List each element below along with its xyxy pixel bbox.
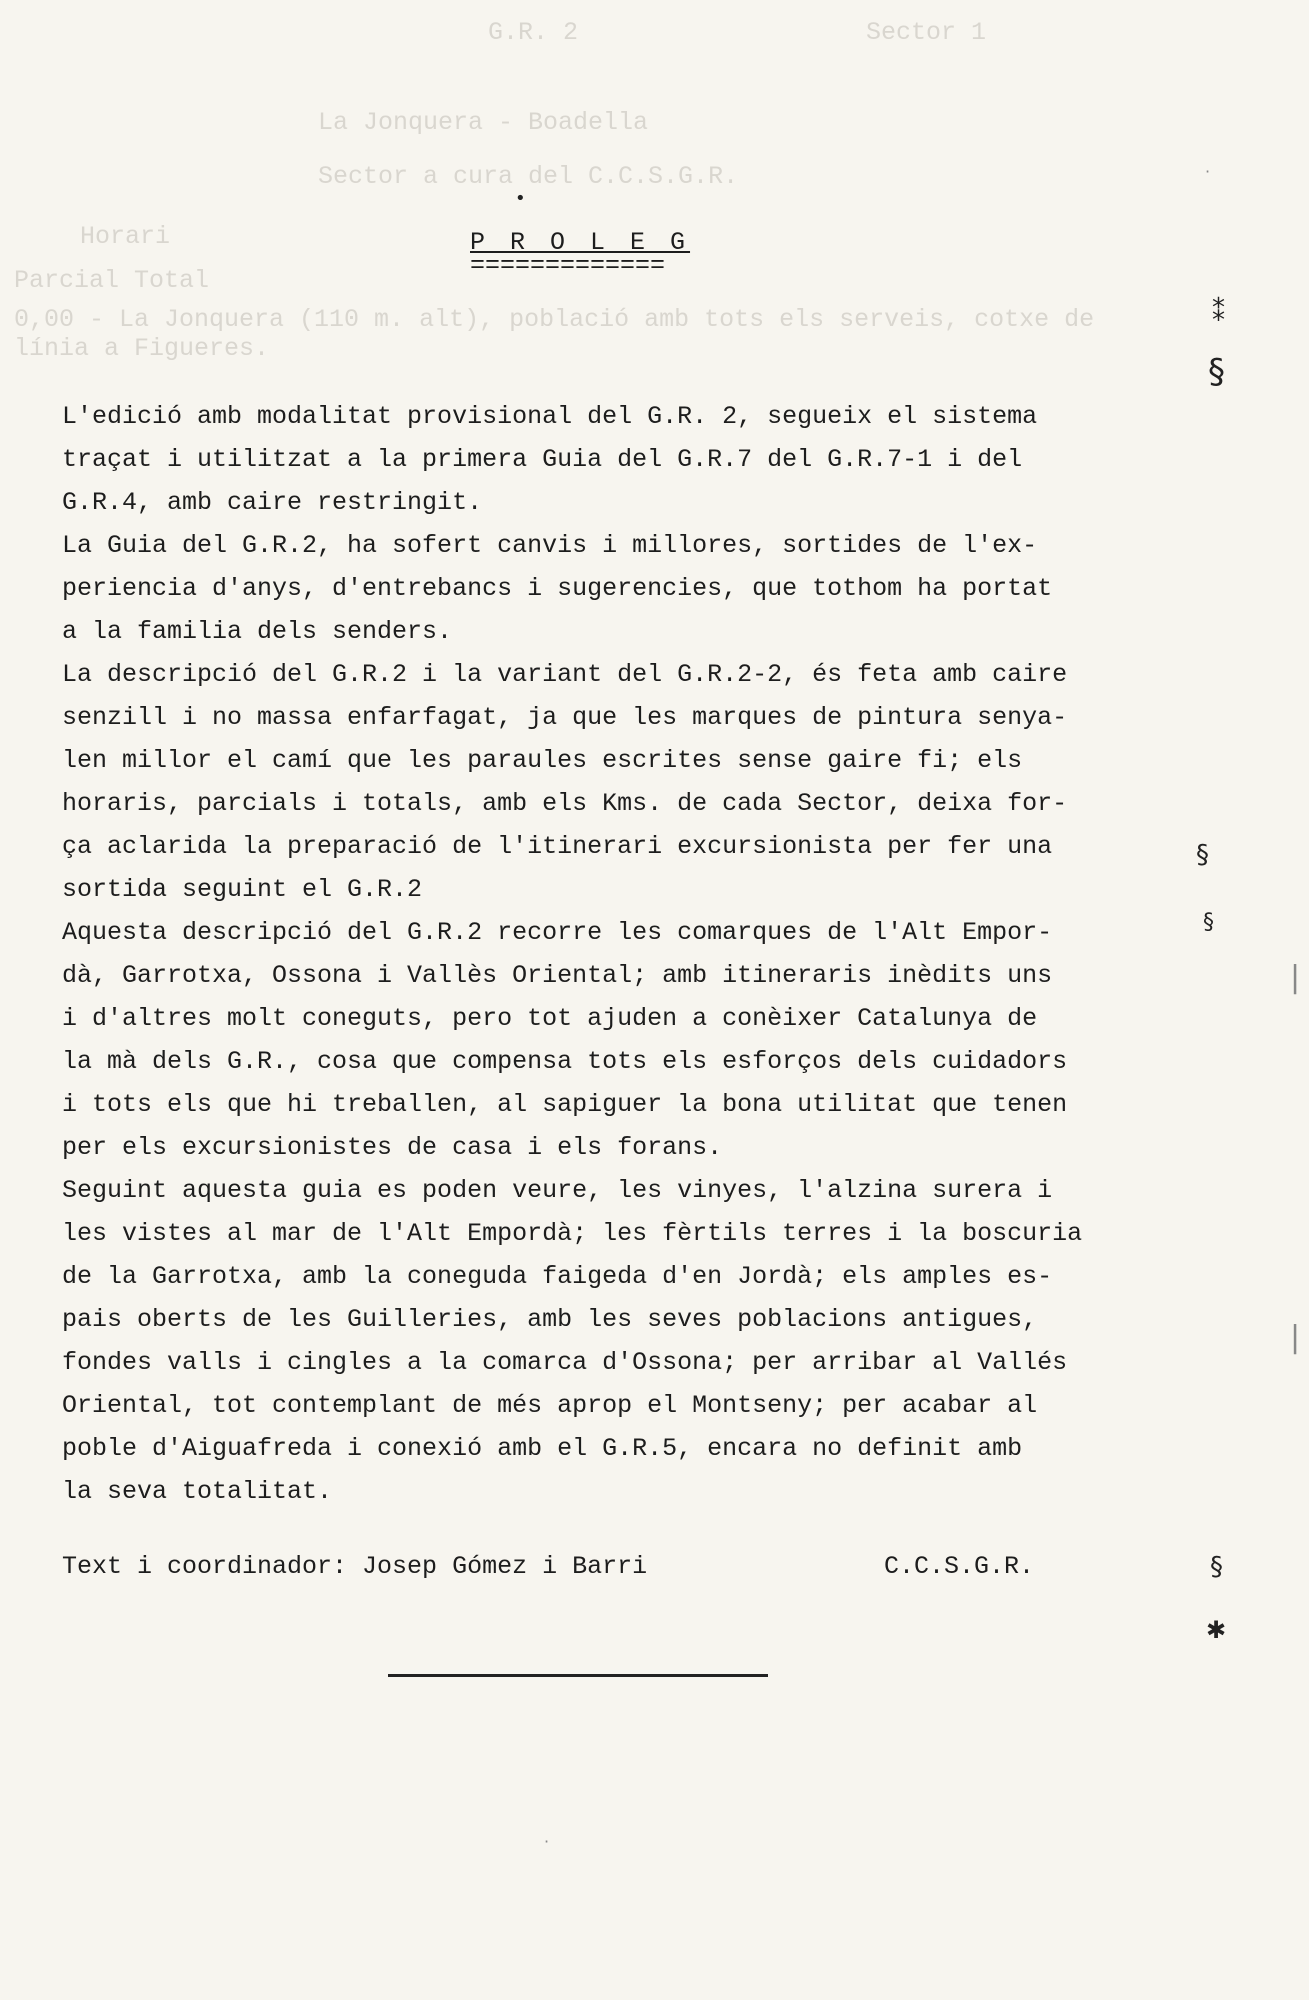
margin-ink-mark: | [1290,960,1301,995]
text-line: poble d'Aiguafreda i conexió amb el G.R.5, encara no definit amb [62,1434,1023,1463]
text-line: dà, Garrotxa, Ossona i Vallès Oriental; amb itineraris inèdits uns [62,961,1053,990]
closing-rule [388,1674,768,1677]
text-line: L'edició amb modalitat provisional del G.R. 2, segueix el sistema [62,402,1038,431]
text-line: horaris, parcials i totals, amb els Kms. de cada Sector, deixa for- [62,789,1068,818]
text-line: Oriental, tot contemplant de més aprop el Montseny; per acabar al [62,1391,1038,1420]
bleed-through-text: 0,00 - La Jonquera (110 m. alt), població amb tots els serveis, cotxe de línia a Figueres. [14,305,1095,363]
document-title [470,228,690,280]
title-underline: ============= [470,251,666,280]
text-line: de la Garrotxa, amb la coneguda faigeda d'en Jordà; els amples es- [62,1262,1053,1291]
text-line: La Guia del G.R.2, ha sofert canvis i millores, sortides de l'ex- [62,531,1038,560]
text-line: Aquesta descripció del G.R.2 recorre les comarques de l'Alt Empor- [62,918,1053,947]
bleed-through-text: La Jonquera - Boadella [318,108,649,137]
text-line: a la familia dels senders. [62,617,453,646]
bleed-through-text: Sector a cura del C.C.S.G.R. [318,162,739,191]
text-line: La descripció del G.R.2 i la variant del G.R.2-2, és feta amb caire [62,660,1068,689]
text-line: i d'altres molt coneguts, pero tot ajuden a conèixer Catalunya de [62,1004,1038,1033]
text-line: i tots els que hi treballen, al sapiguer la bona utilitat que tenen [62,1090,1068,1119]
text-line: les vistes al mar de l'Alt Empordà; les fèrtils terres i la boscuria [62,1219,1083,1248]
text-line: traçat i utilitzat a la primera Guia del G.R.7 del G.R.7-1 i del [62,445,1023,474]
text-line: la seva totalitat. [62,1477,333,1506]
text-line: Seguint aquesta guia es poden veure, les vinyes, l'alzina surera i [62,1176,1053,1205]
margin-ink-mark: § [1203,910,1214,935]
text-line: ça aclarida la preparació de l'itinerari excursionista per fer una [62,832,1053,861]
text-line: senzill i no massa enfarfagat, ja que les marques de pintura senya- [62,703,1068,732]
text-line: per els excursionistes de casa i els forans. [62,1133,723,1162]
bleed-through-text: Sector 1 [866,18,987,47]
text-line: periencia d'anys, d'entrebancs i sugerencies, que tothom ha portat [62,574,1053,603]
organization-signature: C.C.S.G.R. [884,1552,1035,1581]
margin-ink-mark: | [1290,1320,1301,1355]
bleed-through-text: G.R. 2 [488,18,579,47]
text-line: sortida seguint el G.R.2 [62,875,423,904]
title-text: P R O L E G [470,228,691,257]
text-line: fondes valls i cingles a la comarca d'Ossona; per arribar al Vallés [62,1348,1068,1377]
prologue-body [62,395,1222,1513]
margin-ink-mark: · [544,1832,550,1851]
bleed-through-text: Parcial Total [14,266,210,295]
margin-ink-mark: § [1210,1552,1223,1582]
text-line: G.R.4, amb caire restringit. [62,488,483,517]
text-line: pais oberts de les Guilleries, amb les seves poblacions antigues, [62,1305,1038,1334]
author-credit: Text i coordinador: Josep Gómez i Barri [62,1552,648,1581]
text-line: len millor el camí que les paraules escrites sense gaire fi; els [62,746,1023,775]
text-line: la mà dels G.R., cosa que compensa tots els esforços dels cuidadors [62,1047,1068,1076]
margin-ink-mark: ✱ [1206,1616,1227,1644]
ink-mark: • [515,188,526,209]
margin-ink-mark: ⁑ [1212,298,1225,328]
bleed-through-text: Horari [80,222,171,251]
margin-ink-mark: · [1205,162,1211,181]
margin-ink-mark: § [1196,840,1209,870]
margin-ink-mark: § [1208,352,1225,392]
